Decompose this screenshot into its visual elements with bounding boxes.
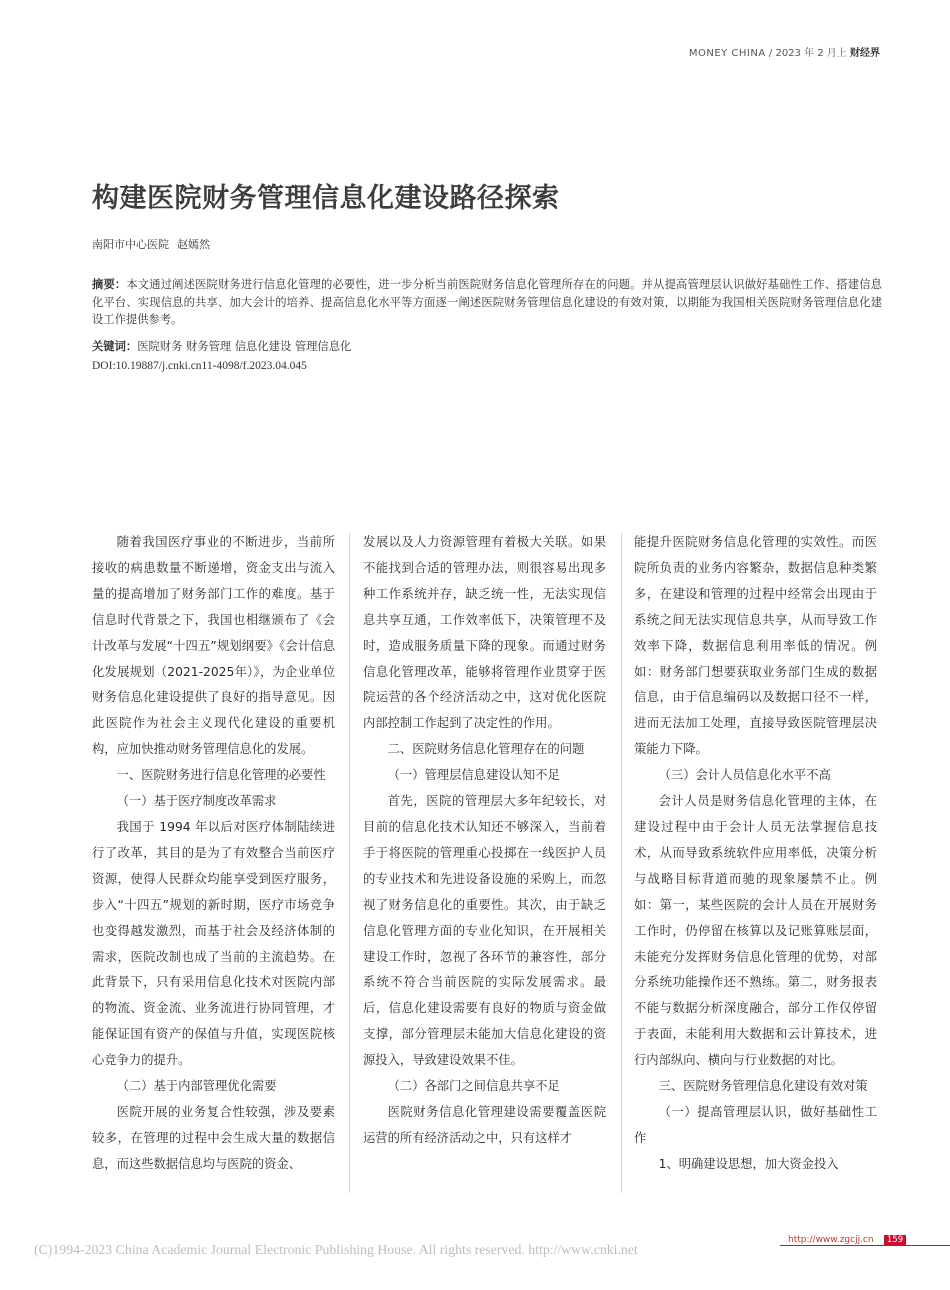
paragraph: 我国于 1994 年以后对医疗体制陆续进行了改革，其目的是为了有效整合当前医疗资源，使得人民群众均能享受到医疗服务，步入“十四五”规划的新时期，医疗市场竞争也变得越发激烈，而基于社会及经济体制的需求，医院改制也成了当前的主流趋势。在此背景下，只有采用信息化技术对医院内部的物流、资金流、业务流进行协同管理，才能保证国有资产的保值与升值，实现医院核心竞争力的提升。	[92, 819, 335, 1068]
section-heading: 二、医院财务信息化管理存在的问题	[387, 742, 585, 757]
section-heading: （一）管理层信息建设认知不足	[387, 768, 560, 783]
section-heading: 三、医院财务管理信息化建设有效对策	[658, 1079, 868, 1094]
section-heading: （二）基于内部管理优化需要	[116, 1079, 277, 1094]
article-title: 构建医院财务管理信息化建设路径探索	[92, 183, 560, 214]
author-line	[92, 236, 210, 252]
abstract-label: 摘要：	[92, 278, 127, 291]
section-heading: （二）各部门之间信息共享不足	[387, 1079, 560, 1094]
footer-rule	[780, 1245, 950, 1246]
abstract-text: 本文通过阐述医院财务进行信息化管理的必要性，进一步分析当前医院财务信息化管理所存在的问题。并从提高管理层认识做好基础性工作、搭建信息化平台、实现信息的共享、加大会计的培养、提高信息化水平等方面逐一阐述医院财务管理信息化建设的有效对策，以期能为我国相关医院财务管理信息化建设工作提供参考。	[92, 278, 882, 326]
paragraph: 发展以及人力资源管理有着极大关联。如果不能找到合适的管理办法，则很容易出现多种工作系统并存，缺乏统一性，无法实现信息共享互通，工作效率低下，决策管理不及时，造成服务质量下降的现象。而通过财务信息化管理改革，能够将管理作业贯穿于医院运营的各个经济活动之中，这对优化医院内部控制工作起到了决定性的作用。	[363, 535, 606, 731]
issue-date: 2023 年 2 月上	[775, 48, 847, 59]
footer-url: http://www.zgcjj.cn	[788, 1235, 874, 1245]
doi: DOI:10.19887/j.cnki.cn11-4098/f.2023.04.045	[92, 360, 307, 372]
abstract	[92, 276, 882, 329]
page-number: 159	[884, 1235, 906, 1246]
paragraph: 随着我国医疗事业的不断进步，当前所接收的病患数量不断递增，资金支出与流入量的提高增加了财务部门工作的难度。基于信息时代背景之下，我国也相继颁布了《会计改革与发展“十四五”规划纲要》《会计信息化发展规划（2021-2025年）》，为企业单位财务信息化建设提供了良好的指导意见。因此医院作为社会主义现代化建设的重要机构，应加快推动财务管理信息化的发展。	[92, 535, 335, 757]
column-divider	[349, 533, 350, 1193]
section-heading: 一、医院财务进行信息化管理的必要性	[116, 768, 326, 783]
section-heading: （三）会计人员信息化水平不高	[658, 768, 831, 783]
body-column-1	[92, 530, 335, 1178]
section-heading: （一）提高管理层认识，做好基础性工作	[634, 1104, 877, 1145]
running-header	[520, 44, 880, 59]
body-column-2	[363, 530, 606, 1152]
section-heading: （一）基于医疗制度改革需求	[116, 794, 277, 809]
column-divider	[621, 533, 622, 1193]
keywords-label: 关键词：	[92, 340, 138, 353]
body-column-3	[634, 530, 877, 1178]
author-name: 赵嫣然	[177, 238, 210, 251]
journal-name: MONEY CHINA	[688, 48, 766, 59]
paragraph: 首先，医院的管理层大多年纪较长，对目前的信息化技术认知还不够深入，当前着手于将医院的管理重心投掷在一线医护人员的专业技术和先进设备设施的采购上，而忽视了财务信息化的重要性。其次，由于缺乏信息化管理方面的专业化知识，在开展相关建设工作时，忽视了各环节的兼容性，部分系统不符合当前医院的实际发展需求。最后，信息化建设需要有良好的物质与资金做支撑，部分管理层未能加大信息化建设的资源投入，导致建设效果不佳。	[363, 794, 606, 1068]
section-heading: 1、明确建设思想，加大资金投入	[658, 1156, 839, 1171]
paragraph: 会计人员是财务信息化管理的主体，在建设过程中由于会计人员无法掌握信息技术，从而导致系统软件应用率低，决策分析与战略目标背道而驰的现象屡禁不止。例如：第一，某些医院的会计人员在开展财务工作时，仍停留在核算以及记账算账层面，未能充分发挥财务信息化管理的优势，对部分系统功能操作还不熟练。第二，财务报表不能与数据分析深度融合，部分工作仅停留于表面，未能利用大数据和云计算技术，进行内部纵向、横向与行业数据的对比。	[634, 794, 877, 1068]
section-name: 财经界	[850, 48, 880, 59]
copyright-watermark: (C)1994-2023 China Academic Journal Electronic Publishing House. All rights reserved. http://www.cnki.net	[34, 1242, 638, 1257]
paragraph: 能提升医院财务信息化管理的实效性。而医院所负责的业务内容繁杂，数据信息种类繁多，在建设和管理的过程中经常会出现由于系统之间无法实现信息共享，从而导致工作效率下降，数据信息利用率低的情况。例如：财务部门想要获取业务部门生成的数据信息，由于信息编码以及数据口径不一样，进而无法加工处理，直接导致医院管理层决策能力下降。	[634, 535, 877, 757]
keywords	[92, 338, 351, 354]
paragraph: 医院开展的业务复合性较强，涉及要素较多，在管理的过程中会生成大量的数据信息，而这些数据信息均与医院的资金、	[92, 1104, 335, 1171]
keywords-text: 医院财务 财务管理 信息化建设 管理信息化	[137, 340, 352, 353]
paragraph: 医院财务信息化管理建设需要覆盖医院运营的所有经济活动之中，只有这样才	[363, 1104, 606, 1145]
author-affiliation: 南阳市中心医院	[92, 238, 169, 251]
header-separator: /	[768, 48, 773, 59]
